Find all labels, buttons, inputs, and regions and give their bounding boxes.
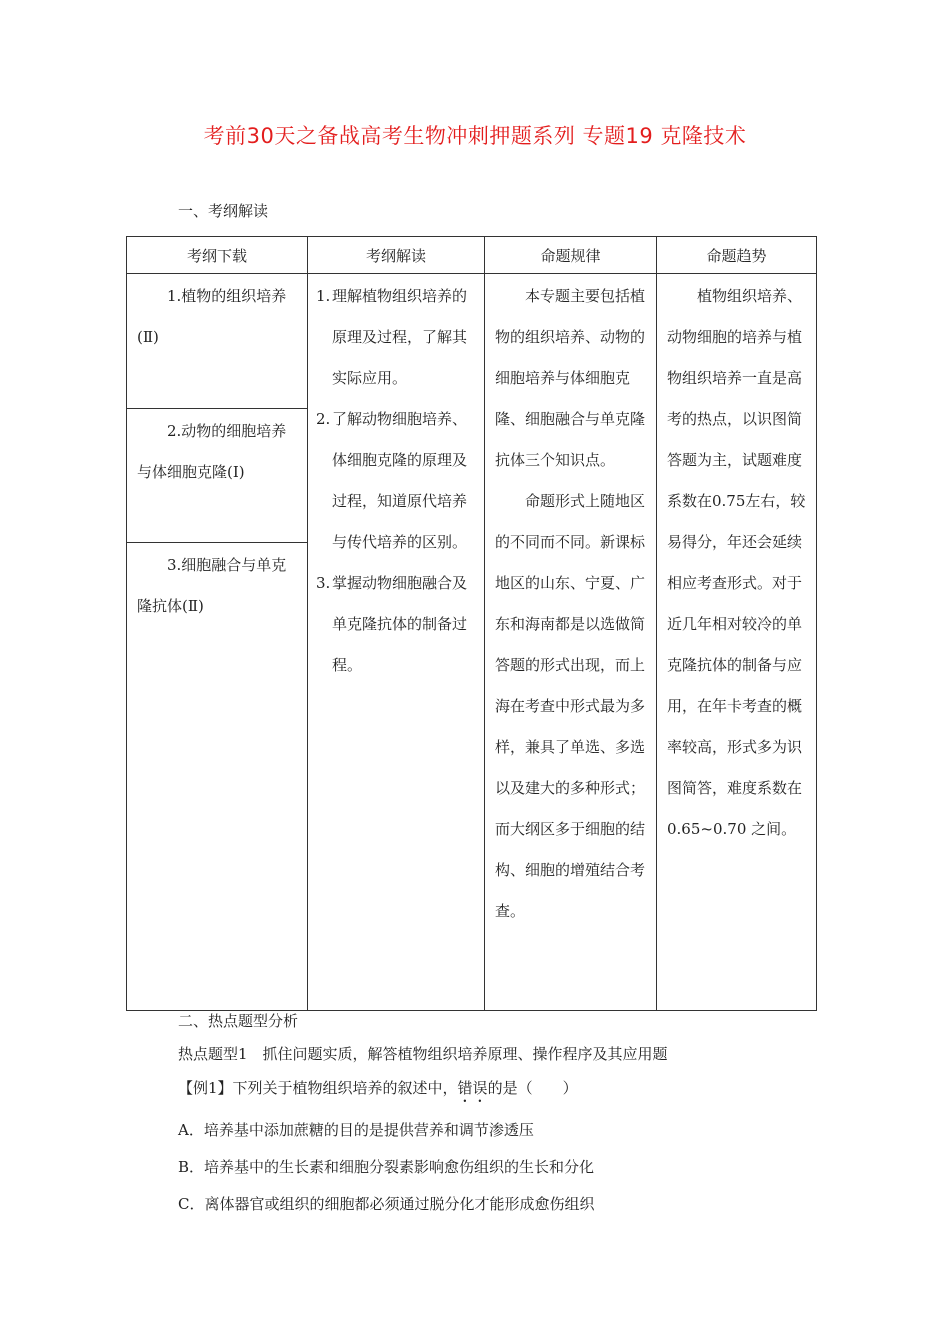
option-b: B．培养基中的生长素和细胞分裂素影响愈伤组织的生长和分化 (178, 1158, 595, 1176)
cell-interpretation (308, 274, 485, 1011)
rules-paragraph: 命题形式上随地区的不同而不同。新课标地区的山东、宁夏、广东和海南都是以选做简答题的形式出现，而上海在考查中形式最为多样，兼具了单选、多选以及建大的多种形式；而大纲区多于细胞的结构、细胞的增殖结合考查。 (495, 492, 646, 920)
table-row (127, 274, 817, 1011)
header-exam-trend: 命题趋势 (657, 237, 817, 274)
header-exam-rules: 命题规律 (485, 237, 657, 274)
document-title: 考前30天之备战高考生物冲刺押题系列 专题19 克隆技术 (203, 124, 747, 148)
section-heading-hotspot: 二、热点题型分析 (178, 1012, 299, 1030)
interpretation-text: 了解动物细胞培养、体细胞克隆的原理及过程，知道原代培养与传代培养的区别。 (332, 410, 468, 551)
example-suffix: 的是（ ） (487, 1079, 578, 1097)
list-item: 2. 了解动物细胞培养、体细胞克隆的原理及过程，知道原代培养与传代培养的区别。 (316, 410, 468, 551)
trend-paragraph: 植物组织培养、动物细胞的培养与植物组织培养一直是高考的热点，以识图简答题为主，试题难度系数在0.75左右，较易得分，年还会延续相应考查形式。对于近几年相对较冷的单克隆抗体的制备与应用，在年卡考查的概率较高，形式多为识图简答，难度系数在 0.65~0.70 之间。 (667, 287, 806, 838)
interpretation-text: 掌握动物细胞融合及单克隆抗体的制备过程。 (332, 574, 468, 674)
list-item: 3. 掌握动物细胞融合及单克隆抗体的制备过程。 (316, 574, 468, 674)
header-outline-interpretation: 考纲解读 (308, 237, 485, 274)
rules-paragraph: 本专题主要包括植物的组织培养、动物的细胞培养与体细胞克隆、细胞融合与单克隆抗体三个知识点。 (495, 287, 646, 469)
header-outline-download: 考纲下载 (127, 237, 308, 274)
interpretation-text: 理解植物组织培养的原理及过程，了解其实际应用。 (332, 287, 468, 387)
outline-table (126, 236, 817, 1011)
example-question (178, 1077, 578, 1106)
outline-item: 1.植物的组织培养(Ⅱ) (137, 287, 287, 346)
example-prefix: 【例1】下列关于植物组织培养的叙述中， (178, 1079, 458, 1097)
option-a: A．培养基中添加蔗糖的目的是提供营养和调节渗透压 (178, 1121, 534, 1139)
outline-item: 3.细胞融合与单克隆抗体(Ⅱ) (127, 542, 307, 676)
table-header-row (127, 237, 817, 274)
outline-item: 2.动物的细胞培养与体细胞克隆(Ⅰ) (127, 408, 307, 542)
cell-outline-items (127, 274, 308, 1011)
list-item: 1. 理解植物组织培养的原理及过程，了解其实际应用。 (316, 287, 468, 387)
section-heading-outline: 一、考纲解读 (178, 202, 269, 220)
cell-exam-rules (485, 274, 657, 1011)
option-c: C．离体器官或组织的细胞都必须通过脱分化才能形成愈伤组织 (178, 1195, 595, 1213)
hotspot-type-heading: 热点题型1 抓住问题实质，解答植物组织培养原理、操作程序及其应用题 (178, 1045, 668, 1063)
cell-exam-trend (657, 274, 817, 1011)
emphasis-text: 错误 (457, 1079, 488, 1097)
interpretation-list (316, 276, 476, 686)
